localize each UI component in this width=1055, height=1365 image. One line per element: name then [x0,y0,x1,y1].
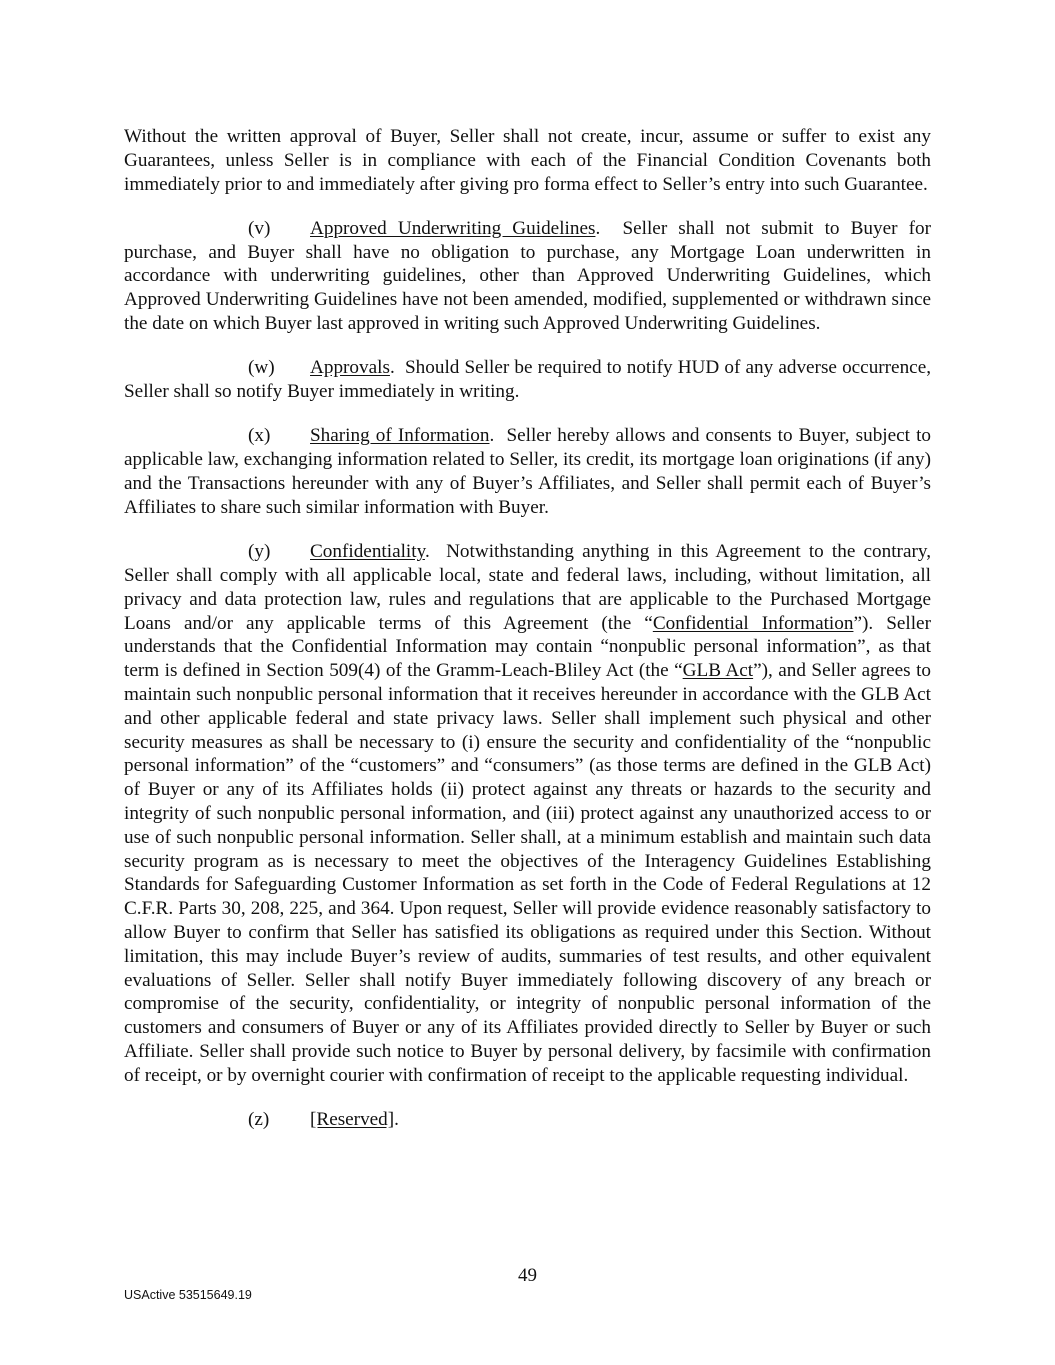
section-y: (y) Confidentiality. Notwithstanding anything in this Agreement to the contrary, Seller shall comply with all applicable local, state and federal laws, including, without limitation, all privacy and data protection law, rules and regulations that are applicable to the Purchased Mortgage Loans and/or any applicable terms of this Agreement (the “Confidential Information”). Seller understands that the Confidential Information may contain “nonpublic personal information”, as that term is defined in Section 509(4) of the Gramm-Leach-Bliley Act (the “GLB Act”), and Seller agrees to maintain such nonpublic personal information that it receives hereunder in accordance with the GLB Act and other applicable federal and state privacy laws. Seller shall implement such physical and other security measures as shall be necessary to (i) ensure the security and confidentiality of the “nonpublic personal information” of the “customers” and “consumers” (as those terms are defined in the GLB Act) of Buyer or any of its Affiliates holds (ii) protect against any threats or hazards to the security and integrity of such nonpublic personal information, and (iii) protect against any unauthorized access to or use of such nonpublic personal information. Seller shall, at a minimum establish and maintain such data security program as is necessary to meet the objectives of the Interagency Guidelines Establishing Standards for Safeguarding Customer Information as set forth in the Code of Federal Regulations at 12 C.F.R. Parts 30, 208, 225, and 364. Upon request, Seller will provide evidence reasonably satisfactory to allow Buyer to confirm that Seller has satisfied its obligations as required under this Section. Without limitation, this may include Buyer’s review of audits, summaries of test results, and other equivalent evaluations of Seller. Seller shall notify Buyer immediately following discovery of any breach or compromise of the security, confidentiality, or integrity of nonpublic personal information of the customers and consumers of Buyer or any of its Affiliates provided directly to Seller by Buyer or such Affiliate. Seller shall provide such notice to Buyer by personal delivery, by facsimile with confirmation of receipt, or by overnight courier with confirmation of receipt to the applicable requesting individual. [124,541,931,1086]
page-number: 49 [518,1265,537,1286]
section-heading: Confidentiality [310,541,425,563]
section-z: (z) [Reserved]. [248,1108,399,1130]
intro-paragraph: Without the written approval of Buyer, Seller shall not create, incur, assume or suffer to exist any Guarantees, unless Seller is in compliance with each of the Financial Condition Covenants both immediately prior to and immediately after giving pro forma effect to Seller’s entry into such Guarantee. [124,126,931,195]
defined-term: Confidential Information [652,612,854,634]
section-heading: Approvals [310,357,390,379]
section-v: (v) Approved Underwriting Guidelines. Seller shall not submit to Buyer for purchase, and Buyer shall have no obligation to purchase, any Mortgage Loan underwritten in accordance with underwriting guidelines, other than Approved Underwriting Guidelines, which Approved Underwriting Guidelines have not been amended, modified, supplemented or withdrawn since the date on which Buyer last approved in writing such Approved Underwriting Guidelines. [124,217,931,335]
section-label: (v) [248,217,271,239]
defined-term: GLB Act [682,660,754,682]
section-label: (w) [248,357,275,379]
section-w: (w) Approvals. Should Seller be required to notify HUD of any adverse occurrence, Seller shall so notify Buyer immediately in writing. [124,357,932,403]
section-x: (x) Sharing of Information. Seller hereby allows and consents to Buyer, subject to applicable law, exchanging information related to Seller, its credit, its mortgage loan originations (if any) and the Transactions hereunder with any of Buyer’s Affiliates, and Seller shall permit each of Buyer’s Affiliates to share such similar information with Buyer. [124,425,931,518]
section-text: Seller shall not submit to Buyer for purchase, and Buyer shall have no obligation to purchase, any Mortgage Loan underwritten in accordance with underwriting guidelines, other than Approved Underwriting Guidelines, which Approved Underwriting Guidelines have not been amended, modified, supplemented or withdrawn since the date on which Buyer last approved in writing such Approved Underwriting Guidelines. [124,217,931,335]
section-text: Seller hereby allows and consents to Buyer, subject to applicable law, exchanging information related to Seller, its credit, its mortgage loan originations (if any) and the Transactions hereunder with any of Buyer’s Affiliates, and Seller shall permit each of Buyer’s Affiliates to share such similar information with Buyer. [124,425,931,518]
section-heading: Sharing of Information [310,425,490,447]
section-heading: Approved Underwriting Guidelines [310,217,596,239]
section-label: (x) [248,425,271,447]
section-text: Notwithstanding anything in this Agreement to the contrary, Seller shall comply with all applicable local, state and federal laws, including, without limitation, all privacy and data protection law, rules and regulations that are applicable to the Purchased Mortgage Loans and/or any applicable terms of this Agreement (the “ [124,541,931,634]
section-label: (z) [248,1108,270,1130]
section-text: Should Seller be required to notify HUD of any adverse occurrence, Seller shall so notify Buyer immediately in writing. [124,357,932,403]
section-text: ”), and Seller agrees to maintain such nonpublic personal information that it receives hereunder in accordance with the GLB Act and other applicable federal and state privacy laws. Seller shall implement such physical and other security measures as shall be necessary to (i) ensure the security and confidentiality of the “nonpublic personal information” of the “customers” and “consumers” (as those terms are defined in the GLB Act) of Buyer or any of its Affiliates holds (ii) protect against any threats or hazards to the security and integrity of such nonpublic personal information, and (iii) protect against any unauthorized access to or use of such nonpublic personal information. Seller shall, at a minimum establish and maintain such data security program as is necessary to meet the objectives of the Interagency Guidelines Establishing Standards for Safeguarding Customer Information as set forth in the Code of Federal Regulations at 12 C.F.R. Parts 30, 208, 225, and 364. Upon request, Seller will provide evidence reasonably satisfactory to allow Buyer to confirm that Seller has satisfied its obligations as required under this Section. Without limitation, this may include Buyer’s review of audits, summaries of test results, and other equivalent evaluations of Seller. Seller shall notify Buyer immediately following discovery of any breach or compromise of the security, confidentiality, or integrity of nonpublic personal information of the customers and consumers of Buyer or any of its Affiliates provided directly to Seller by Buyer or such Affiliate. Seller shall provide such notice to Buyer by personal delivery, by facsimile with confirmation of receipt, or by overnight courier with confirmation of receipt to the applicable requesting individual. [124,660,931,1086]
section-heading: [Reserved] [310,1108,395,1130]
document-body [124,125,931,1152]
document-id: USActive 53515649.19 [124,1288,252,1302]
section-text: ”). Seller understands that the Confidential Information may contain “nonpublic personal information”, as that term is defined in Section 509(4) of the Gramm-Leach-Bliley Act (the “ [124,612,931,682]
section-label: (y) [248,541,271,563]
